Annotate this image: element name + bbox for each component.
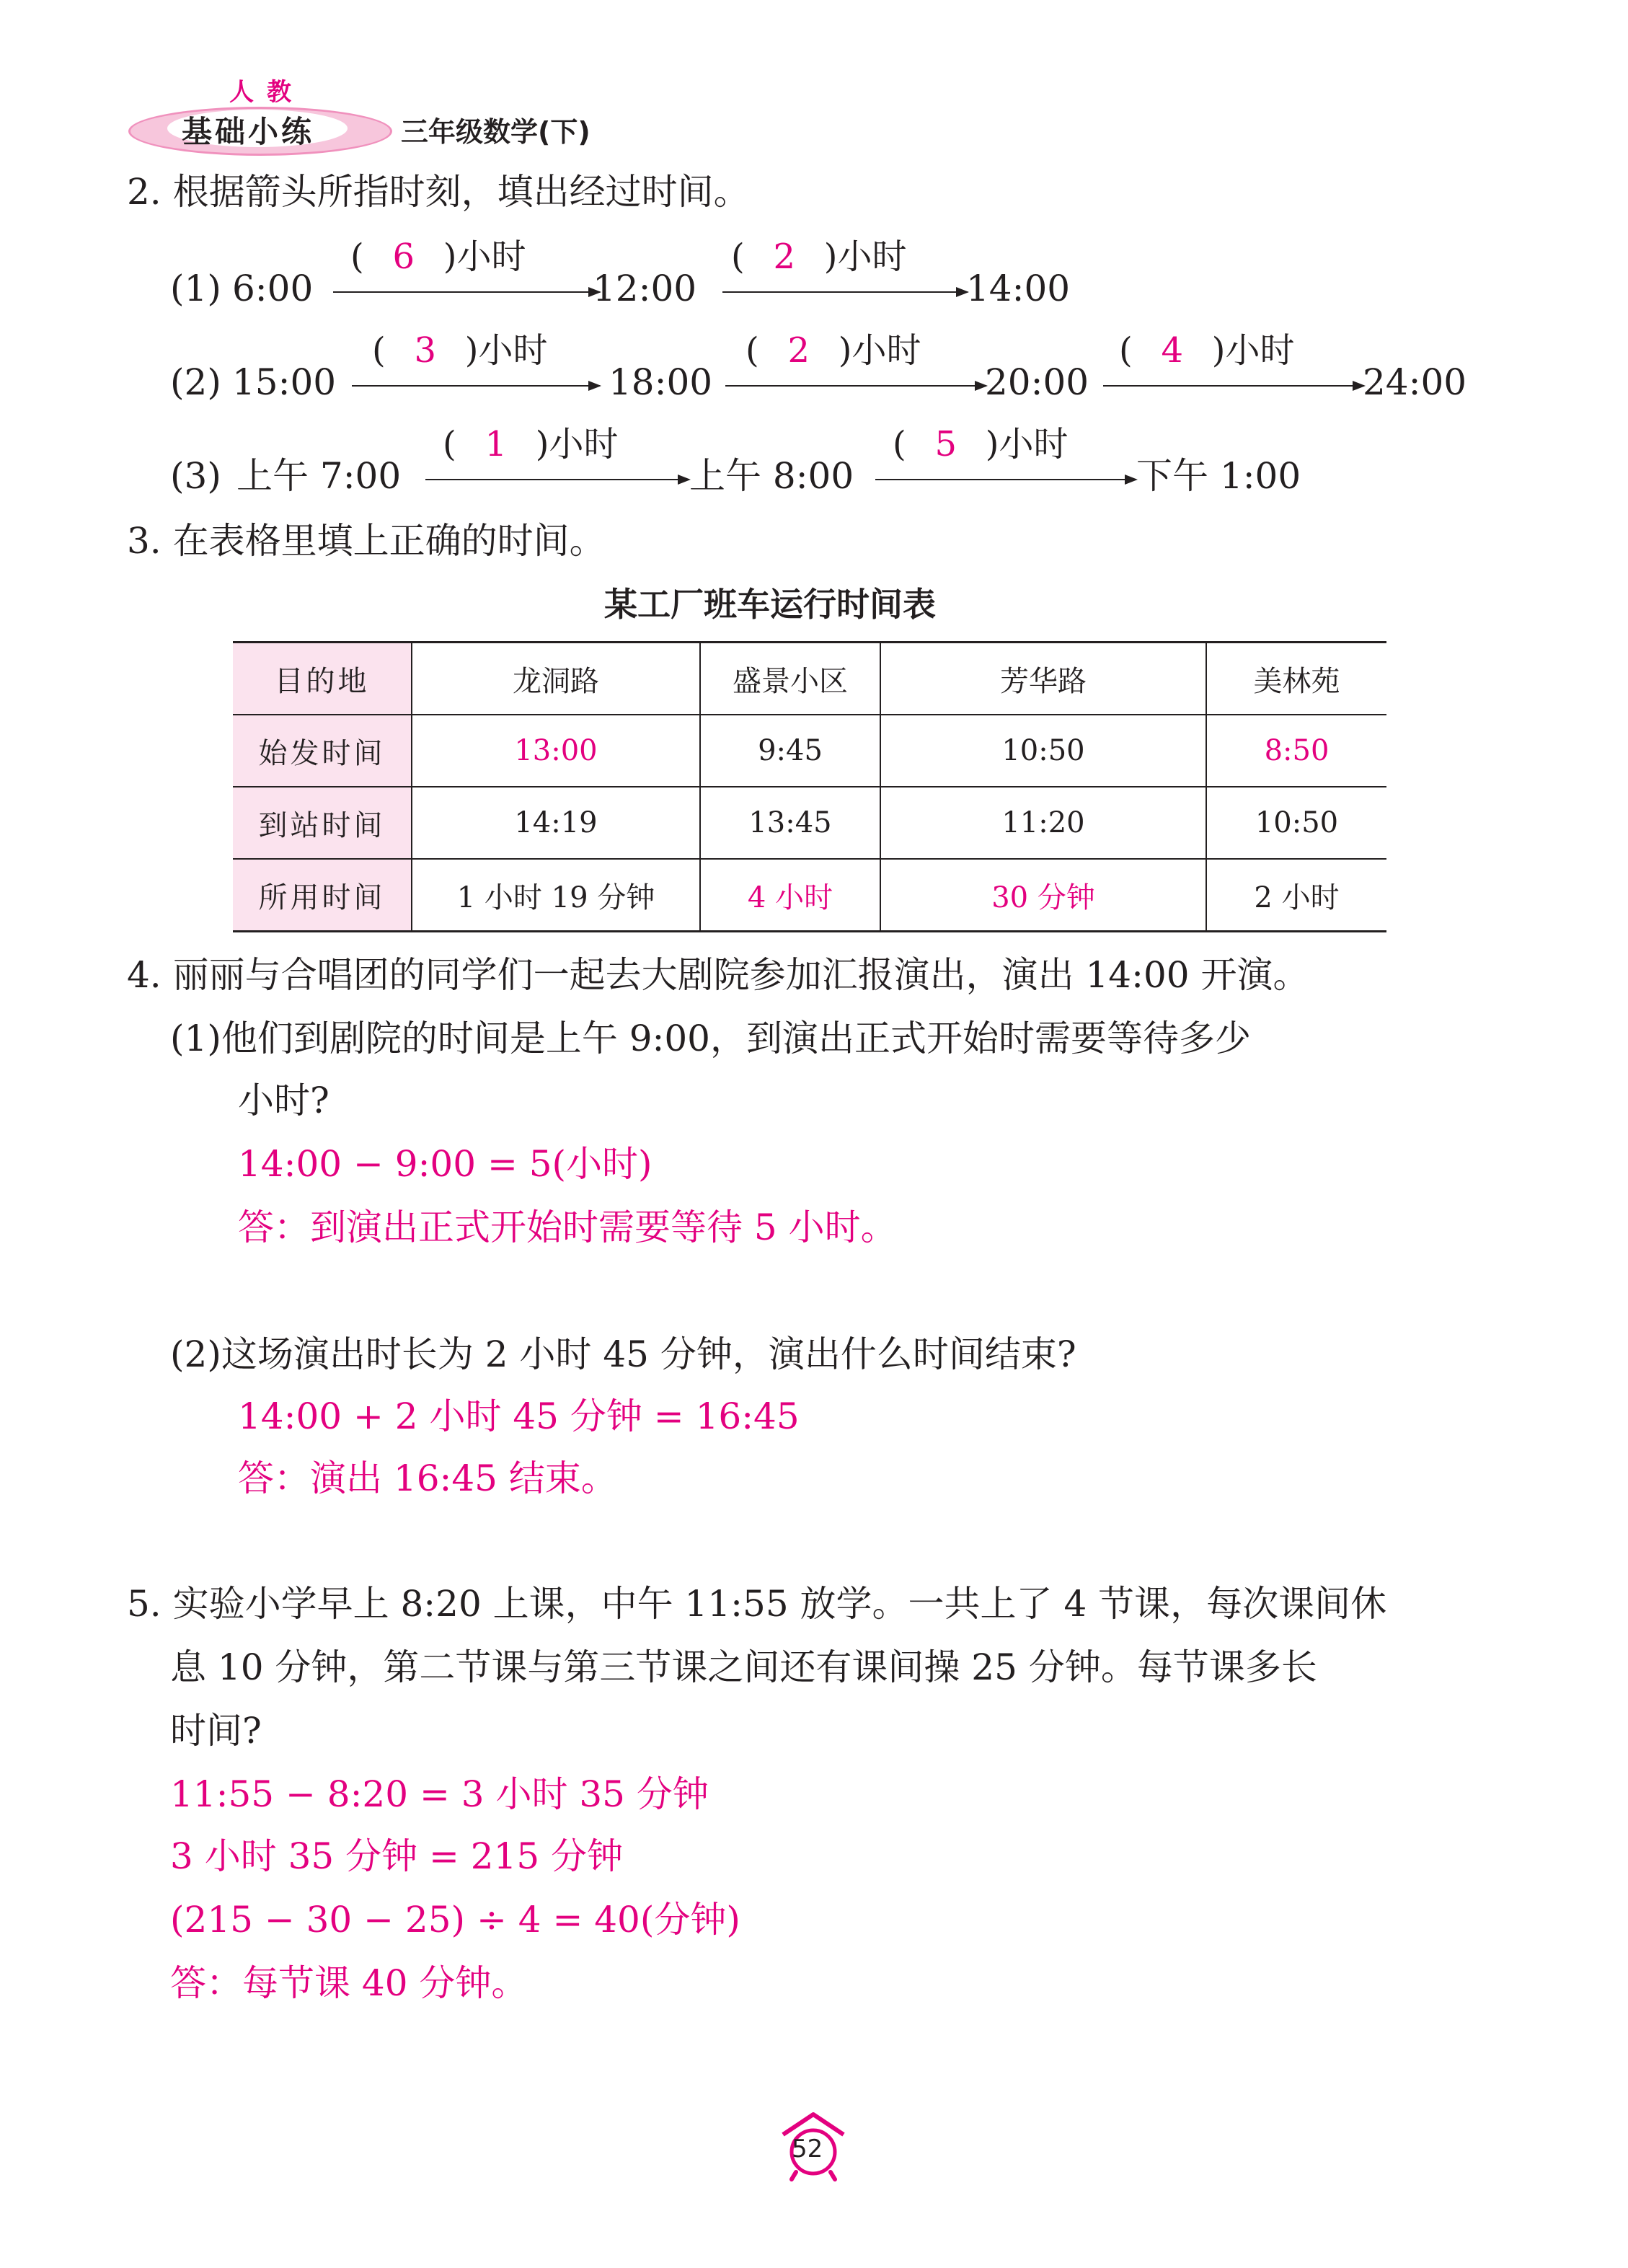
q5-question-line: 息 10 分钟，第二节课与第三节课之间还有课间操 25 分钟。每节课多长 xyxy=(170,1646,1317,1688)
answer-value: 6 xyxy=(392,237,415,277)
answer-cell: 13:00 xyxy=(412,715,700,787)
q2-row1-time: 12:00 xyxy=(593,268,697,309)
table-header-cell: 盛景小区 xyxy=(700,643,880,715)
table-header-cell: 美林苑 xyxy=(1206,643,1386,715)
answer-value: 2 xyxy=(787,330,810,371)
q2-row3-time: 下午 1:00 xyxy=(1136,455,1301,497)
q2-row2-arrow xyxy=(352,385,600,387)
answer-value: 3 xyxy=(414,330,436,371)
table-cell: 13:45 xyxy=(700,787,880,859)
answer-cell: 8:50 xyxy=(1206,715,1386,787)
table-cell: 14:19 xyxy=(412,787,700,859)
q2-row1-label: (1) xyxy=(170,268,221,309)
q2-row1-arrow xyxy=(722,291,968,293)
answer-value: 4 xyxy=(1161,330,1183,371)
table-row xyxy=(233,787,1386,859)
q2-row2-time: 15:00 xyxy=(232,361,337,403)
q2-row2-interval: ( 4 )小时 xyxy=(1119,330,1295,371)
answer-value: 5 xyxy=(934,424,957,464)
q2-row2-interval: ( 2 )小时 xyxy=(746,330,921,371)
table-row xyxy=(233,715,1386,787)
q5-calc: (215 − 30 − 25) ÷ 4 = 40(分钟) xyxy=(170,1899,740,1941)
q5-calc: 3 小时 35 分钟 = 215 分钟 xyxy=(170,1835,624,1877)
q2-row2-arrow xyxy=(1103,385,1364,387)
q2-row3-interval: ( 1 )小时 xyxy=(443,424,619,464)
q2-row3-time: 上午 7:00 xyxy=(236,455,402,497)
q2-title: 2. 根据箭头所指时刻，填出经过时间。 xyxy=(127,171,750,213)
table-cell: 10:50 xyxy=(1206,787,1386,859)
table-cell: 2 小时 xyxy=(1206,859,1386,932)
row-label: 所用时间 xyxy=(233,859,412,932)
table-header-cell: 目的地 xyxy=(233,643,412,715)
q2-row3-interval: ( 5 )小时 xyxy=(893,424,1069,464)
q5-calc: 11:55 − 8:20 = 3 小时 35 分钟 xyxy=(170,1773,709,1815)
q4-part1-answer: 答：到演出正式开始时需要等待 5 小时。 xyxy=(238,1206,897,1248)
table-cell: 1 小时 19 分钟 xyxy=(412,859,700,932)
q2-row1-time: 6:00 xyxy=(232,268,314,309)
q5-question-line: 时间? xyxy=(170,1710,262,1752)
answer-value: 1 xyxy=(485,424,507,464)
q2-row2-time: 18:00 xyxy=(609,361,713,403)
row-label: 始发时间 xyxy=(233,715,412,787)
table-cell: 10:50 xyxy=(880,715,1206,787)
q2-row2-arrow xyxy=(725,385,986,387)
q4-part1-calc: 14:00 − 9:00 = 5(小时) xyxy=(238,1143,652,1185)
page-number: 52 xyxy=(792,2135,823,2163)
q4-part1-question: (1)他们到剧院的时间是上午 9:00，到演出正式开始时需要等待多少 xyxy=(170,1018,1251,1059)
header-publisher: 人教 xyxy=(229,78,304,107)
q2-row3-label: (3) xyxy=(170,455,221,497)
q2-row1-interval: ( 6 )小时 xyxy=(350,237,526,277)
q2-row1-arrow xyxy=(333,291,600,293)
schedule-table xyxy=(233,641,1386,932)
q4-part2-question: (2)这场演出时长为 2 小时 45 分钟，演出什么时间结束? xyxy=(170,1333,1076,1375)
q2-row3-arrow xyxy=(425,479,689,480)
row-label: 到站时间 xyxy=(233,787,412,859)
q4-part2-answer: 答：演出 16:45 结束。 xyxy=(238,1457,617,1499)
q2-row2-time: 24:00 xyxy=(1363,361,1467,403)
table-header-cell: 芳华路 xyxy=(880,643,1206,715)
q2-row2-time: 20:00 xyxy=(985,361,1089,403)
q3-title: 3. 在表格里填上正确的时间。 xyxy=(127,520,606,562)
answer-value: 2 xyxy=(773,237,795,277)
q4-part1-question-cont: 小时? xyxy=(238,1080,329,1121)
header-series: 基础小练 xyxy=(182,114,315,149)
table-cell: 9:45 xyxy=(700,715,880,787)
q2-row3-time: 上午 8:00 xyxy=(689,455,854,497)
table-title: 某工厂班车运行时间表 xyxy=(604,585,936,624)
q2-row2-label: (2) xyxy=(170,361,221,403)
table-cell: 11:20 xyxy=(880,787,1206,859)
table-row xyxy=(233,859,1386,932)
q2-row3-arrow xyxy=(875,479,1136,480)
q5-answer: 答：每节课 40 分钟。 xyxy=(170,1962,528,2004)
answer-cell: 4 小时 xyxy=(700,859,880,932)
answer-cell: 30 分钟 xyxy=(880,859,1206,932)
header-grade: 三年级数学(下) xyxy=(401,116,590,148)
table-header-row xyxy=(233,643,1386,715)
table-header-cell: 龙洞路 xyxy=(412,643,700,715)
q4-part2-calc: 14:00 + 2 小时 45 分钟 = 16:45 xyxy=(238,1395,800,1437)
q2-row1-interval: ( 2 )小时 xyxy=(731,237,907,277)
q2-row2-interval: ( 3 )小时 xyxy=(372,330,548,371)
q4-title: 4. 丽丽与合唱团的同学们一起去大剧院参加汇报演出，演出 14:00 开演。 xyxy=(127,954,1309,996)
q2-row1-time: 14:00 xyxy=(966,268,1071,309)
q5-question-line: 5. 实验小学早上 8:20 上课，中午 11:55 放学。一共上了 4 节课，每次课间休 xyxy=(127,1583,1387,1625)
